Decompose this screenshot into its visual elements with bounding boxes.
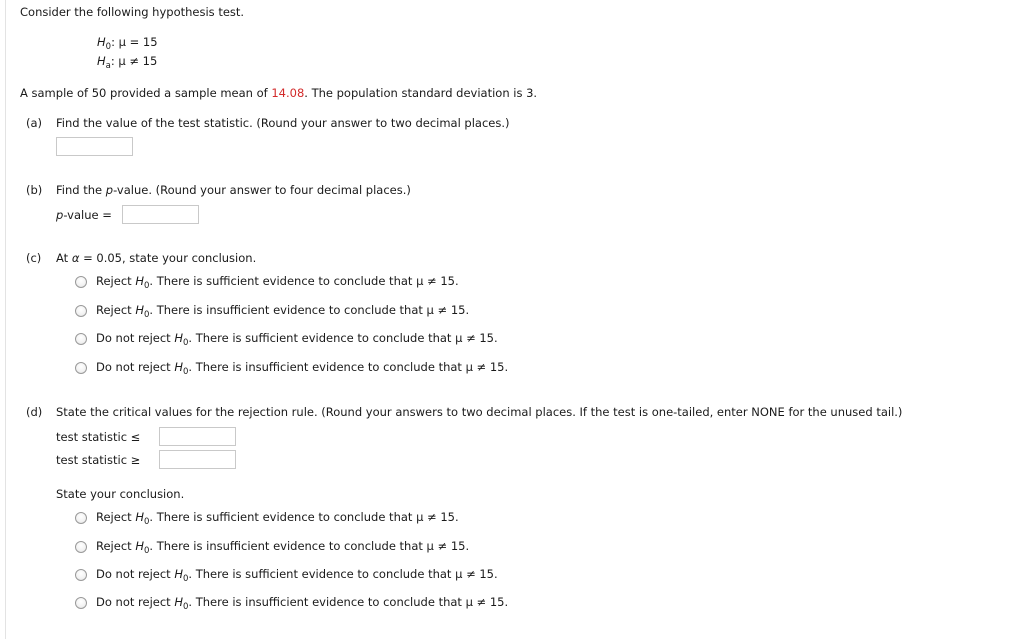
p-value-label: p-value = (56, 208, 112, 222)
part-d-question: State the critical values for the rejection rule. (Round your answers to two decimal places. If the test is one-tailed, enter NONE for the unused tail.) (56, 405, 903, 419)
part-d-option-3-radio[interactable] (75, 569, 87, 581)
part-c-label: (c) (26, 251, 42, 265)
p-value-input[interactable] (122, 205, 199, 224)
lower-critical-input[interactable] (159, 427, 236, 446)
part-d-option-2-radio[interactable] (75, 541, 87, 553)
upper-critical-input[interactable] (159, 450, 236, 469)
conclusion-prompt: State your conclusion. (56, 487, 185, 501)
part-b-question: Find the p-value. (Round your answer to four decimal places.) (56, 183, 411, 197)
upper-critical-label: test statistic ≥ (56, 453, 141, 467)
part-c-option-2[interactable]: Reject $H_0$. There is insufficient evidence to conclude that μ ≠ 15. (96, 303, 470, 320)
part-c-question: At α = 0.05, state your conclusion. (56, 251, 257, 265)
part-c-option-3-radio[interactable] (75, 333, 87, 345)
part-d-option-2[interactable]: Reject $H_0$. There is insufficient evidence to conclude that μ ≠ 15. (96, 539, 470, 556)
part-a-question: Find the value of the test statistic. (Round your answer to two decimal places.) (56, 116, 510, 130)
part-c-option-1[interactable]: Reject $H_0$. There is sufficient evidence to conclude that μ ≠ 15. (96, 274, 459, 291)
sample-statement: A sample of 50 provided a sample mean of 14.08. The population standard deviation is 3. (20, 86, 538, 100)
left-border (5, 0, 6, 639)
part-d-option-4-radio[interactable] (75, 597, 87, 609)
part-c-option-4[interactable]: Do not reject $H_0$. There is insufficient evidence to conclude that μ ≠ 15. (96, 360, 509, 377)
part-d-option-3[interactable]: Do not reject $H_0$. There is sufficient evidence to conclude that μ ≠ 15. (96, 567, 498, 584)
test-statistic-input[interactable] (56, 137, 133, 156)
sample-mean-value: 14.08 (271, 86, 305, 100)
part-c-option-3[interactable]: Do not reject $H_0$. There is sufficient evidence to conclude that μ ≠ 15. (96, 331, 498, 348)
part-d-option-1-radio[interactable] (75, 512, 87, 524)
part-d-option-1[interactable]: Reject $H_0$. There is sufficient evidence to conclude that μ ≠ 15. (96, 510, 459, 527)
part-c-option-4-radio[interactable] (75, 362, 87, 374)
alternative-hypothesis: $H_a$: μ ≠ 15 (97, 54, 158, 71)
null-hypothesis: $H_0$: μ = 15 (97, 35, 158, 52)
part-d-option-4[interactable]: Do not reject $H_0$. There is insufficient evidence to conclude that μ ≠ 15. (96, 595, 509, 612)
part-c-option-2-radio[interactable] (75, 305, 87, 317)
lower-critical-label: test statistic ≤ (56, 430, 141, 444)
part-d-label: (d) (26, 405, 43, 419)
part-a-label: (a) (26, 116, 43, 130)
part-c-option-1-radio[interactable] (75, 276, 87, 288)
part-b-label: (b) (26, 183, 43, 197)
intro-text: Consider the following hypothesis test. (20, 5, 245, 19)
